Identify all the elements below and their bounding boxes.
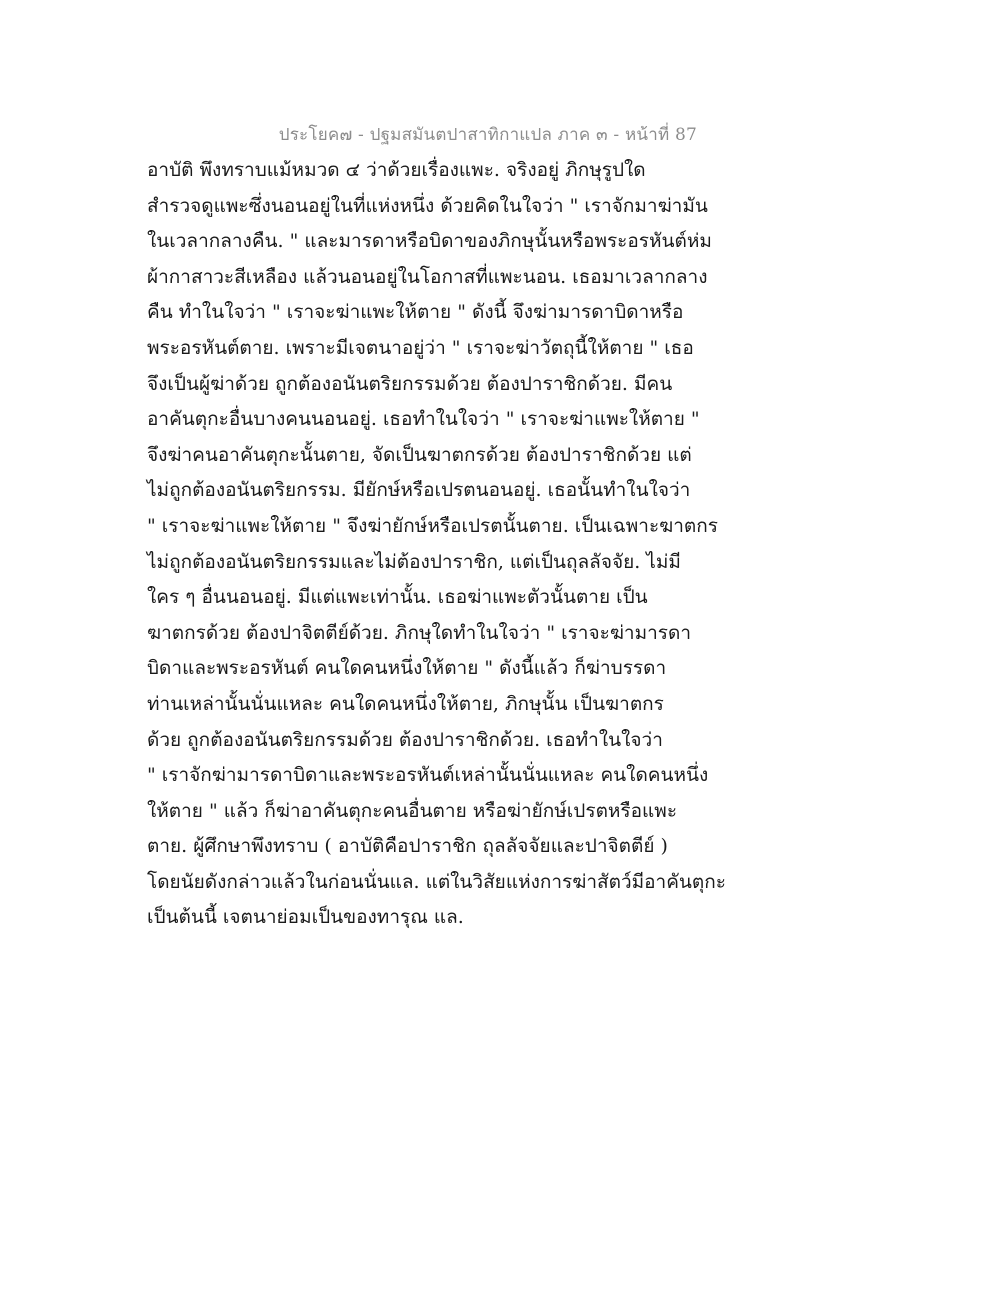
text-line: สำรวจดูแพะซึ่งนอนอยู่ในที่แห่งหนึ่ง ด้วยคิดในใจว่า " เราจักมาฆ่ามัน xyxy=(147,194,708,217)
text-line: พระอรหันต์ตาย. เพราะมีเจตนาอยู่ว่า " เราจะฆ่าวัตถุนี้ให้ตาย " เธอ xyxy=(147,336,694,359)
text-line: เป็นต้นนี้ เจตนาย่อมเป็นของทารุณ แล. xyxy=(147,906,464,929)
body-text xyxy=(147,153,747,936)
text-line: ท่านเหล่านั้นนั่นแหละ คนใดคนหนึ่งให้ตาย, ภิกษุนั้น เป็นฆาตกร xyxy=(147,692,664,715)
text-line: ผ้ากาสาวะสีเหลือง แล้วนอนอยู่ในโอกาสที่แพะนอน. เธอมาเวลากลาง xyxy=(147,265,708,288)
text-line: " เราจะฆ่าแพะให้ตาย " จึงฆ่ายักษ์หรือเปรตนั้นตาย. เป็นเฉพาะฆาตกร xyxy=(147,514,718,537)
text-line: อาบัติ พึงทราบแม้หมวด ๔ ว่าด้วยเรื่องแพะ. จริงอยู่ ภิกษุรูปใด xyxy=(147,159,646,181)
text-line: ตาย. ผู้ศึกษาพึงทราบ ( อาบัติคือปาราชิก ถุลลัจจัยและปาจิตตีย์ ) xyxy=(147,835,668,858)
text-line: ในเวลากลางคืน. " และมารดาหรือบิดาของภิกษุนั้นหรือพระอรหันต์ห่ม xyxy=(147,230,712,253)
running-header: ประโยค๗ - ปฐมสมันตปาสาทิกาแปล ภาค ๓ - หน้าที่ 87 xyxy=(278,125,697,145)
text-line: ให้ตาย " แล้ว ก็ฆ่าอาคันตุกะคนอื่นตาย หรือฆ่ายักษ์เปรตหรือแพะ xyxy=(147,799,678,822)
text-line: จึงเป็นผู้ฆ่าด้วย ถูกต้องอนันตริยกรรมด้วย ต้องปาราชิกด้วย. มีคน xyxy=(147,372,673,395)
text-line: ใคร ๆ อื่นนอนอยู่. มีแต่แพะเท่านั้น. เธอฆ่าแพะตัวนั้นตาย เป็น xyxy=(147,586,648,609)
text-line: คืน ทำในใจว่า " เราจะฆ่าแพะให้ตาย " ดังนี้ จึงฆ่ามารดาบิดาหรือ xyxy=(147,301,684,324)
text-line: " เราจักฆ่ามารดาบิดาและพระอรหันต์เหล่านั้นนั่นแหละ คนใดคนหนึ่ง xyxy=(147,764,709,787)
text-line: ฆาตกรด้วย ต้องปาจิตตีย์ด้วย. ภิกษุใดทำในใจว่า " เราจะฆ่ามารดา xyxy=(147,621,691,644)
text-line: ไม่ถูกต้องอนันตริยกรรม. มียักษ์หรือเปรตนอนอยู่. เธอนั้นทำในใจว่า xyxy=(147,479,691,502)
text-line: อาคันตุกะอื่นบางคนนอนอยู่. เธอทำในใจว่า " เราจะฆ่าแพะให้ตาย " xyxy=(147,408,700,431)
text-line: จึงฆ่าคนอาคันตุกะนั้นตาย, จัดเป็นฆาตกรด้วย ต้องปาราชิกด้วย แต่ xyxy=(147,443,692,466)
text-line: โดยนัยดังกล่าวแล้วในก่อนนั่นแล. แต่ในวิสัยแห่งการฆ่าสัตว์มีอาคันตุกะ xyxy=(147,870,726,893)
text-line: ไม่ถูกต้องอนันตริยกรรมและไม่ต้องปาราชิก, แต่เป็นถุลลัจจัย. ไม่มี xyxy=(147,550,681,573)
text-line: ด้วย ถูกต้องอนันตริยกรรมด้วย ต้องปาราชิกด้วย. เธอทำในใจว่า xyxy=(147,728,663,751)
text-line: บิดาและพระอรหันต์ คนใดคนหนึ่งให้ตาย " ดังนี้แล้ว ก็ฆ่าบรรดา xyxy=(147,657,667,680)
